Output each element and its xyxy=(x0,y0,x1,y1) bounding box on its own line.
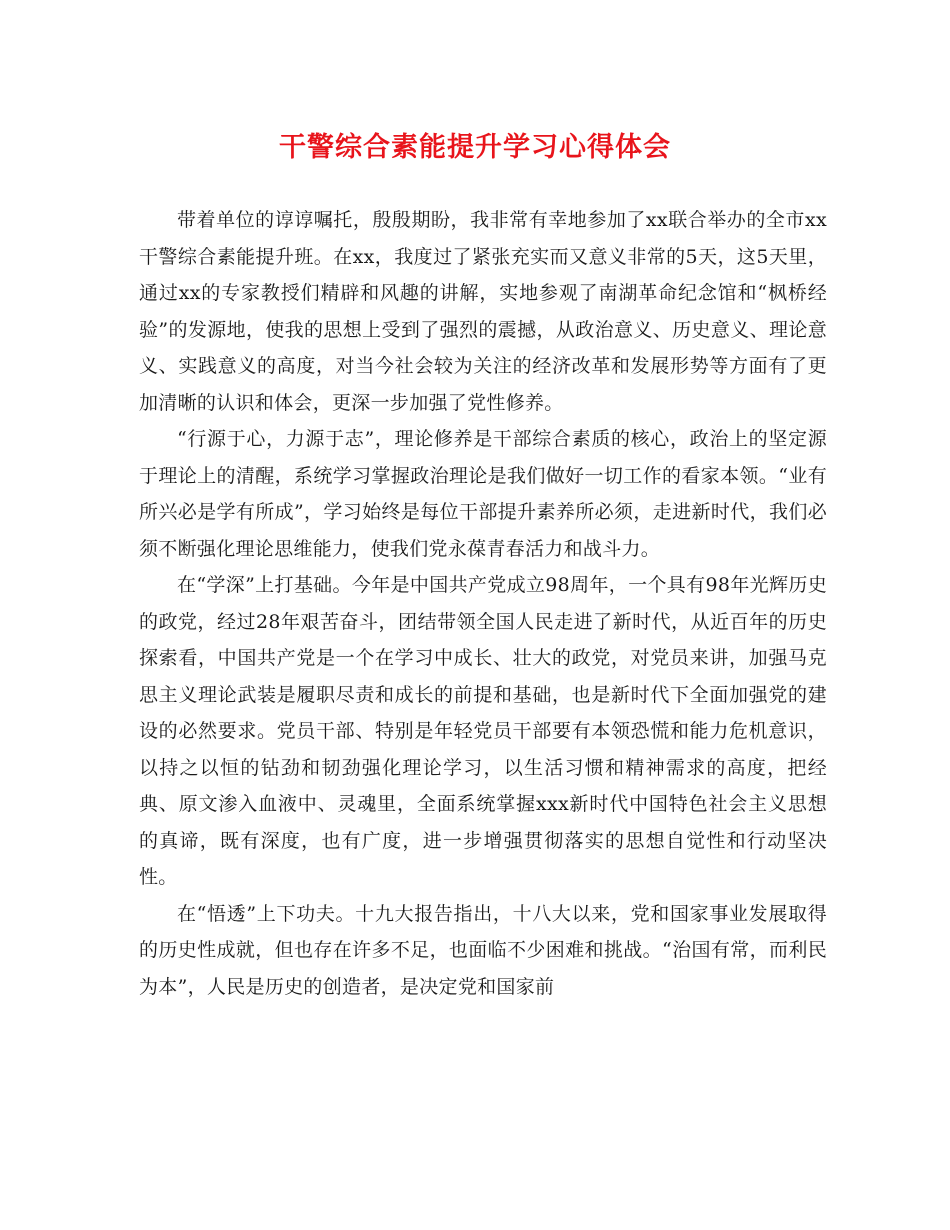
paragraph-4: 在“悟透”上下功夫。十九大报告指出，十八大以来，党和国家事业发展取得的历史性成就，但也存在许多不足，也面临不少困难和挑战。“治国有常，而利民为本”，人民是历史的创造者，是决定党和国家前 xyxy=(139,902,827,998)
paragraph-1: 带着单位的谆谆嘱托，殷殷期盼，我非常有幸地参加了xx联合举办的全市xx干警综合素能提升班。在xx，我度过了紧张充实而又意义非常的5天，这5天里，通过xx的专家教授们精辟和风趣的讲解，实地参观了南湖革命纪念馆和“枫桥经验”的发源地，使我的思想上受到了强烈的震撼，从政治意义、历史意义、理论意义、实践意义的高度，对当今社会较为关注的经济改革和发展形势等方面有了更加清晰的认识和体会，更深一步加强了党性修养。 xyxy=(139,209,827,414)
document-body xyxy=(139,202,827,1005)
paragraph-2: “行源于心，力源于志”，理论修养是干部综合素质的核心，政治上的坚定源于理论上的清醒，系统学习掌握政治理论是我们做好一切工作的看家本领。“业有所兴必是学有所成”，学习始终是每位干部提升素养所必须，走进新时代，我们必须不断强化理论思维能力，使我们党永葆青春活力和战斗力。 xyxy=(139,428,827,560)
paragraph-3: 在“学深”上打基础。今年是中国共产党成立98周年，一个具有98年光辉历史的政党，经过28年艰苦奋斗，团结带领全国人民走进了新时代，从近百年的历史探索看，中国共产党是一个在学习中成长、壮大的政党，对党员来讲，加强马克思主义理论武装是履职尽责和成长的前提和基础，也是新时代下全面加强党的建设的必然要求。党员干部、特别是年轻党员干部要有本领恐慌和能力危机意识，以持之以恒的钻劲和韧劲强化理论学习，以生活习惯和精神需求的高度，把经典、原文渗入血液中、灵魂里，全面系统掌握xxx新时代中国特色社会主义思想的真谛，既有深度，也有广度，进一步增强贯彻落实的思想自觉性和行动坚决性。 xyxy=(139,574,827,888)
document-title: 干警综合素能提升学习心得体会 xyxy=(279,132,671,163)
